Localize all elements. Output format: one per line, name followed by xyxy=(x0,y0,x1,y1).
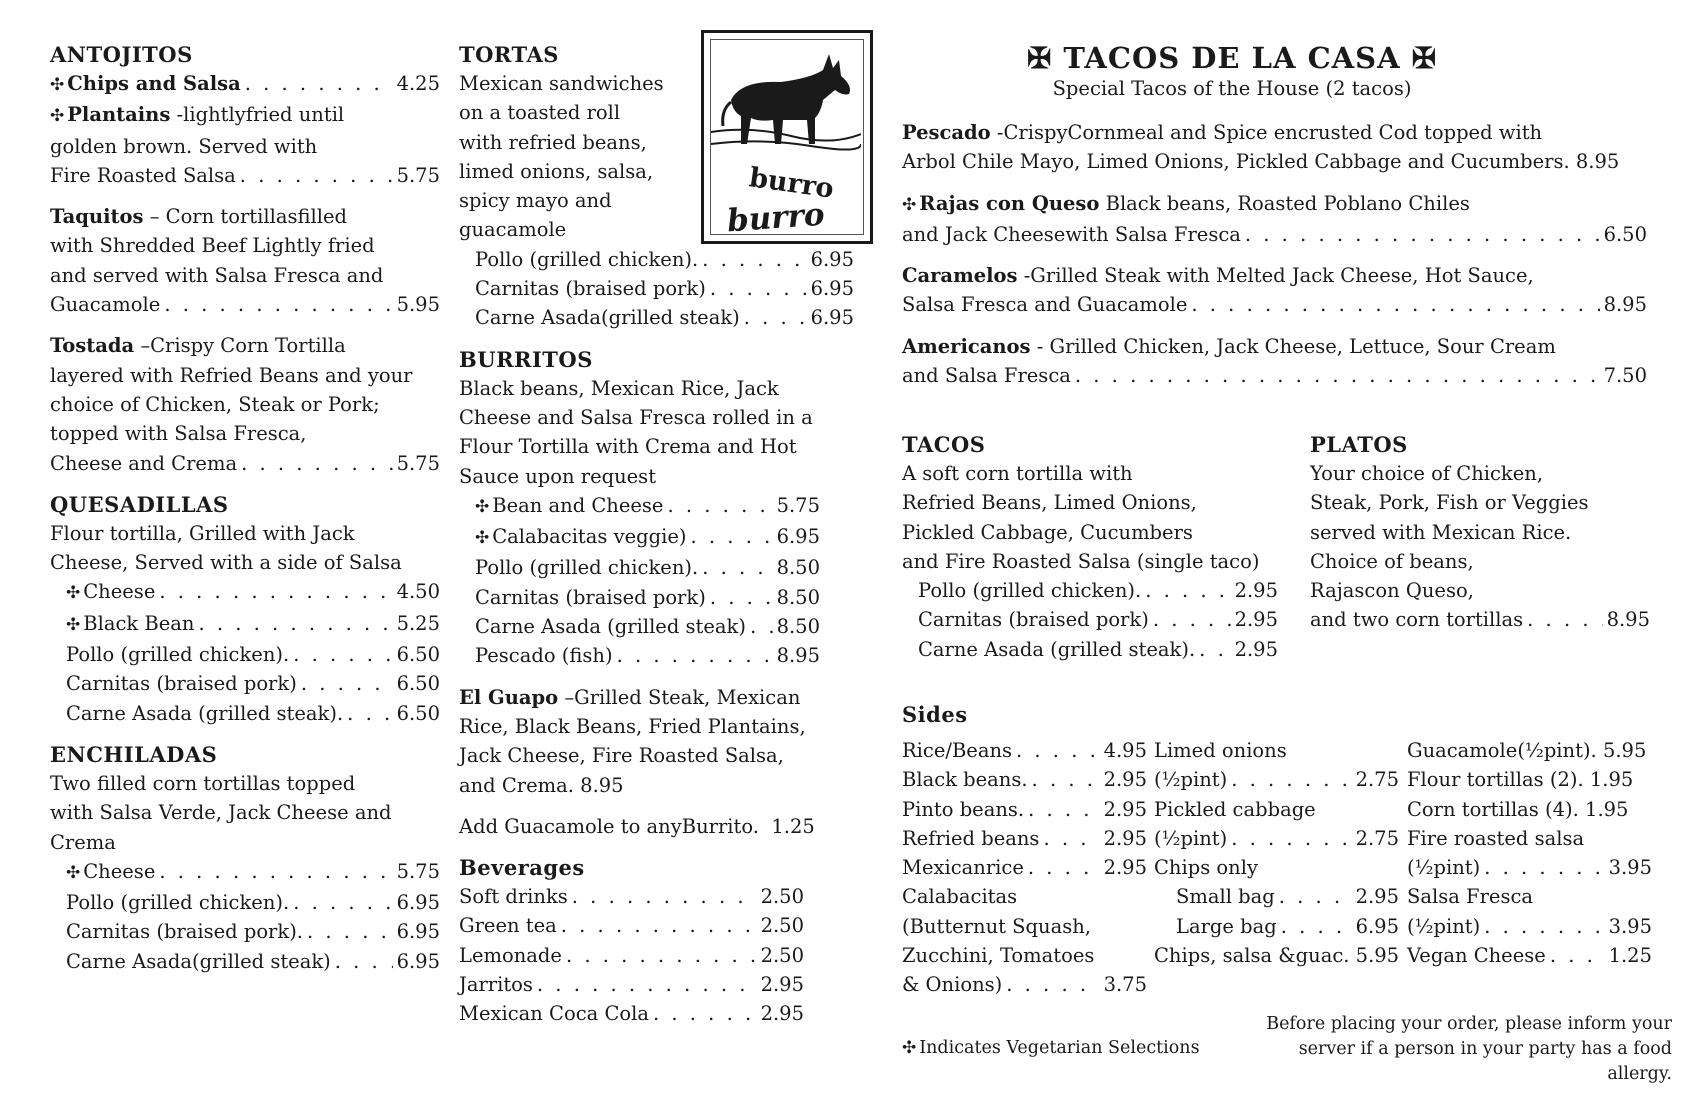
donkey-icon xyxy=(711,40,861,160)
menu-item: Carnitas (braised pork) . . . 6.50 xyxy=(50,669,440,698)
price: 1.25 xyxy=(771,814,815,838)
menu-item: Black beans. . . . 2.95 xyxy=(902,765,1147,794)
veg-icon: ✣ xyxy=(50,106,65,127)
sides-column: Guacamole(½pint). 5.95 Flour tortillas (2). 1.95 Corn tortillas (4). 1.95 Fire roasted salsa (½pint) . . . 3.95 Salsa Fresca (½pint) . . . 3.95 Vegan Cheese . . . 1.25 xyxy=(1407,736,1652,970)
menu-item: ✣ Cheese . . . 4.50 xyxy=(50,577,440,608)
menu-item: Carnitas (braised pork) . . . 8.50 xyxy=(459,583,820,612)
menu-item: Small bag . . . 2.95 xyxy=(1154,882,1399,911)
beverages-section xyxy=(459,853,804,1028)
menu-item: ✣ Chips and Salsa . . . 4.25 xyxy=(50,69,440,100)
price: 8.95 xyxy=(580,773,624,797)
rajas-item: ✣ Rajas con Queso Black beans, Roasted Poblano Chiles and Jack Cheesewith Salsa Fresca . . . 6.50 xyxy=(902,189,1647,250)
veg-icon: ✣ xyxy=(66,614,81,635)
menu-item: Carne Asada(grilled steak) . . . 6.95 xyxy=(50,947,440,976)
price: 7.50 xyxy=(1603,364,1647,388)
menu-item: Pescado (fish) . . . 8.95 xyxy=(459,641,820,670)
tostada-item: Tostada –Crispy Corn Tortilla layered with Refried Beans and your choice of Chicken, Steak or Pork; topped with Salsa Fresca, Cheese and Crema . . . 5.75 xyxy=(50,331,440,477)
logo-script-word: burro xyxy=(725,196,826,240)
veg-icon: ✣ xyxy=(66,583,81,604)
tacos-de-la-casa-header xyxy=(902,40,1562,102)
section-heading: TORTAS xyxy=(459,42,559,67)
el-guapo-item: El Guapo –Grilled Steak, Mexican Rice, Black Beans, Fried Plantains, Jack Cheese, Fire Roasted Salsa, and Crema. 8.95 xyxy=(459,685,806,797)
column-right xyxy=(902,40,1682,997)
item-name: Plantains xyxy=(67,103,171,127)
veg-icon: ✣ xyxy=(475,528,490,549)
menu-item: (½pint) . . . 3.95 xyxy=(1407,853,1652,882)
section-heading: Beverages xyxy=(459,855,585,881)
item-name: Taquitos xyxy=(50,205,144,229)
cross-icon: ✠ xyxy=(1026,41,1053,75)
quesadillas-section: QUESADILLAS Flour tortilla, Grilled with Jack Cheese, Served with a side of Salsa ✣ Cheese . . . 4.50 ✣ Black Bean . . . 5.25 Pollo (grilled chicken). . . . 6.50 Carnitas (braised pork) . . . 6.50 Carne Asada (grilled steak). . . . 6.50 xyxy=(50,490,440,728)
veg-icon: ✣ xyxy=(50,75,65,95)
menu-item: Carne Asada (grilled steak). . . . 6.50 xyxy=(50,699,440,728)
menu-item: ✣ Cheese . . . 5.75 xyxy=(50,857,440,888)
menu-item: Large bag . . . 6.95 xyxy=(1154,912,1399,941)
menu-item: ✣ Calabacitas veggie) . . . 6.95 xyxy=(459,522,820,553)
menu-item: Mexican Coca Cola . . . 2.95 xyxy=(459,999,804,1028)
menu-item: (½pint) . . . 3.95 xyxy=(1407,912,1652,941)
section-heading: QUESADILLAS xyxy=(50,491,229,517)
menu-item: Lemonade . . . 2.50 xyxy=(459,941,804,970)
burro-logo xyxy=(701,30,873,244)
section-heading: Sides xyxy=(902,702,968,727)
price: 5.95 xyxy=(396,293,440,317)
section-heading: ANTOJITOS xyxy=(50,42,193,67)
price: 5.75 xyxy=(396,163,440,187)
menu-item: Pollo (grilled chicken). . . . 6.95 xyxy=(50,888,440,917)
veg-icon: ✣ xyxy=(66,862,81,883)
tortas-section: TORTAS Mexican sandwiches on a toasted roll with refried beans, limed onions, salsa, spicy mayo and guacamole Pollo (grilled chicken). . . . 6.95 Carnitas (braised pork) . . . 6.95 Carne Asada(grilled steak) . . . 6.95 xyxy=(459,40,854,333)
allergy-note: Before placing your order, please inform your server if a person in your party has a food allergy. xyxy=(1266,1014,1672,1084)
sides-column: Limed onions (½pint) . . . 2.75 Pickled cabbage (½pint) . . . 2.75 Chips only Small bag . . . 2.95 Large bag . . . 6.95 Chips, salsa &guac. 5.95 xyxy=(1154,736,1399,970)
menu-item: Pollo (grilled chicken). . . . 6.50 xyxy=(50,640,440,669)
menu-item: Carnitas (braised pork) . . . 2.95 xyxy=(902,605,1278,634)
section-heading: PLATOS xyxy=(1310,432,1408,457)
menu-item: & Onions) . . . 3.75 xyxy=(902,970,1147,999)
sides-column: Rice/Beans . . . 4.95 Black beans. . . . 2.95 Pinto beans. . . . 2.95 Refried beans . . . 2.95 Mexicanrice . . . 2.95 Calabacitas (Butternut Squash, Zucchini, Tomatoes & Onions) . . . 3.75 xyxy=(902,736,1147,1000)
menu-item: Carnitas (braised pork) . . . 6.95 xyxy=(459,274,854,303)
menu-item: Guacamole(½pint). 5.95 xyxy=(1407,739,1647,762)
americanos-item: Americanos - Grilled Chicken, Jack Cheese, Lettuce, Sour Cream and Salsa Fresca . . . 7.50 xyxy=(902,332,1647,391)
antojitos-section: ANTOJITOS ✣ Chips and Salsa . . . 4.25 ✣ Plantains -lightlyfried until golden brown. Served with Fire Roasted Salsa . . . 5.75 xyxy=(50,40,440,190)
item-name: Rajas con Queso xyxy=(919,191,1100,215)
menu-item: Carne Asada (grilled steak) . . . 8.50 xyxy=(459,612,820,641)
section-heading: TACOS xyxy=(902,432,986,457)
price: 6.50 xyxy=(1603,222,1647,246)
price: 5.75 xyxy=(396,451,440,475)
column-left xyxy=(50,40,440,988)
section-heading: ENCHILADAS xyxy=(50,741,218,767)
menu-item: Pollo (grilled chicken). . . . 8.50 xyxy=(459,553,820,582)
menu-item: Pinto beans. . . . 2.95 xyxy=(902,795,1147,824)
menu-item: Vegan Cheese . . . 1.25 xyxy=(1407,941,1652,970)
price: 4.25 xyxy=(396,72,440,95)
menu-item: Carnitas (braised pork). . . . 6.95 xyxy=(50,917,440,946)
item-name: El Guapo xyxy=(459,685,559,709)
menu-item: Jarritos . . . 2.95 xyxy=(459,970,804,999)
pescado-item: Pescado -CrispyCornmeal and Spice encrusted Cod topped with Arbol Chile Mayo, Limed Onions, Pickled Cabbage and Cucumbers. 8.95 xyxy=(902,121,1620,174)
caramelos-item: Caramelos -Grilled Steak with Melted Jack Cheese, Hot Sauce, Salsa Fresca and Guacamole . . . 8.95 xyxy=(902,261,1647,320)
menu-item: (½pint) . . . 2.75 xyxy=(1154,765,1399,794)
menu-item: Fire Roasted Salsa . . . 5.75 xyxy=(50,161,440,190)
menu-item: Corn tortillas (4). 1.95 xyxy=(1407,797,1629,821)
menu-item: Rice/Beans . . . 4.95 xyxy=(902,736,1147,765)
menu-item: Chips, salsa &guac. 5.95 xyxy=(1154,944,1400,968)
menu-item: ✣ Black Bean . . . 5.25 xyxy=(50,609,440,640)
vegetarian-note: ✣ Indicates Vegetarian Selections xyxy=(902,1038,1200,1058)
cross-icon: ✠ xyxy=(1411,41,1438,75)
veg-icon: ✣ xyxy=(475,496,490,517)
section-heading: BURRITOS xyxy=(459,346,593,372)
item-name: Caramelos xyxy=(902,264,1018,288)
veg-icon: ✣ xyxy=(902,194,917,215)
menu-item: Soft drinks . . . 2.50 xyxy=(459,882,804,911)
menu-item: Carne Asada (grilled steak). . . . 2.95 xyxy=(902,635,1278,664)
menu-item: Green tea . . . 2.50 xyxy=(459,911,804,940)
sides-section xyxy=(902,700,1662,997)
menu-item: Flour tortillas (2). 1.95 xyxy=(1407,768,1634,792)
menu-item: Pollo (grilled chicken). . . . 2.95 xyxy=(902,576,1278,605)
veg-icon: ✣ xyxy=(902,1038,917,1058)
page-title: ✠ TACOS DE LA CASA ✠ xyxy=(1026,41,1438,75)
item-name: Pescado xyxy=(902,121,991,144)
item-name: Americanos xyxy=(902,334,1031,358)
item-name: Tostada xyxy=(50,334,135,358)
menu-item: (½pint) . . . 2.75 xyxy=(1154,824,1399,853)
menu-item: Carne Asada(grilled steak) . . . 6.95 xyxy=(459,303,854,332)
taquitos-item: Taquitos – Corn tortillasfilled with Shredded Beef Lightly fried and served with Salsa Fresca and Guacamole . . . 5.95 xyxy=(50,202,440,319)
platos-section: PLATOS Your choice of Chicken, Steak, Pork, Fish or Veggies served with Mexican Rice. Choice of beans, Rajascon Queso, and two corn tortillas . . . 8.95 xyxy=(1310,430,1650,635)
menu-item: Refried beans . . . 2.95 xyxy=(902,824,1147,853)
enchiladas-section: ENCHILADAS Two filled corn tortillas topped with Salsa Verde, Jack Cheese and Crema ✣ Cheese . . . 5.75 Pollo (grilled chicken). . . . 6.95 Carnitas (braised pork). . . . 6.95 Carne Asada(grilled steak) . . . 6.95 xyxy=(50,740,440,976)
page-subtitle: Special Tacos of the House (2 tacos) xyxy=(1052,77,1412,100)
burritos-section: BURRITOS Black beans, Mexican Rice, Jack Cheese and Salsa Fresca rolled in a Flour Tortilla with Crema and Hot Sauce upon request ✣ Bean and Cheese . . . 5.75 ✣ Calabacitas veggie) . . . 6.95 Pollo (grilled chicken). . . . 8.50 Carnitas (braised pork) . . . 8.50 Carne Asada (grilled steak) . . . 8.50 Pescado (fish) . . . 8.95 xyxy=(459,345,854,671)
menu-item: Mexicanrice . . . 2.95 xyxy=(902,853,1147,882)
price: 8.95 xyxy=(1606,608,1650,632)
logo-word: burro xyxy=(747,162,836,205)
menu-item: ✣ Bean and Cheese . . . 5.75 xyxy=(459,491,820,522)
add-guacamole-note: Add Guacamole to anyBurrito. 1.25 xyxy=(459,814,815,838)
price: 8.95 xyxy=(1603,293,1647,317)
price: 8.95 xyxy=(1575,150,1620,174)
tacos-section: TACOS A soft corn tortilla with Refried Beans, Limed Onions, Pickled Cabbage, Cucumbers and Fire Roasted Salsa (single taco) Pollo (grilled chicken). . . . 2.95 Carnitas (braised pork) . . . 2.95 Carne Asada (grilled steak). . . . 2.95 xyxy=(902,430,1292,664)
menu-item: Pollo (grilled chicken). . . . 6.95 xyxy=(459,245,854,274)
